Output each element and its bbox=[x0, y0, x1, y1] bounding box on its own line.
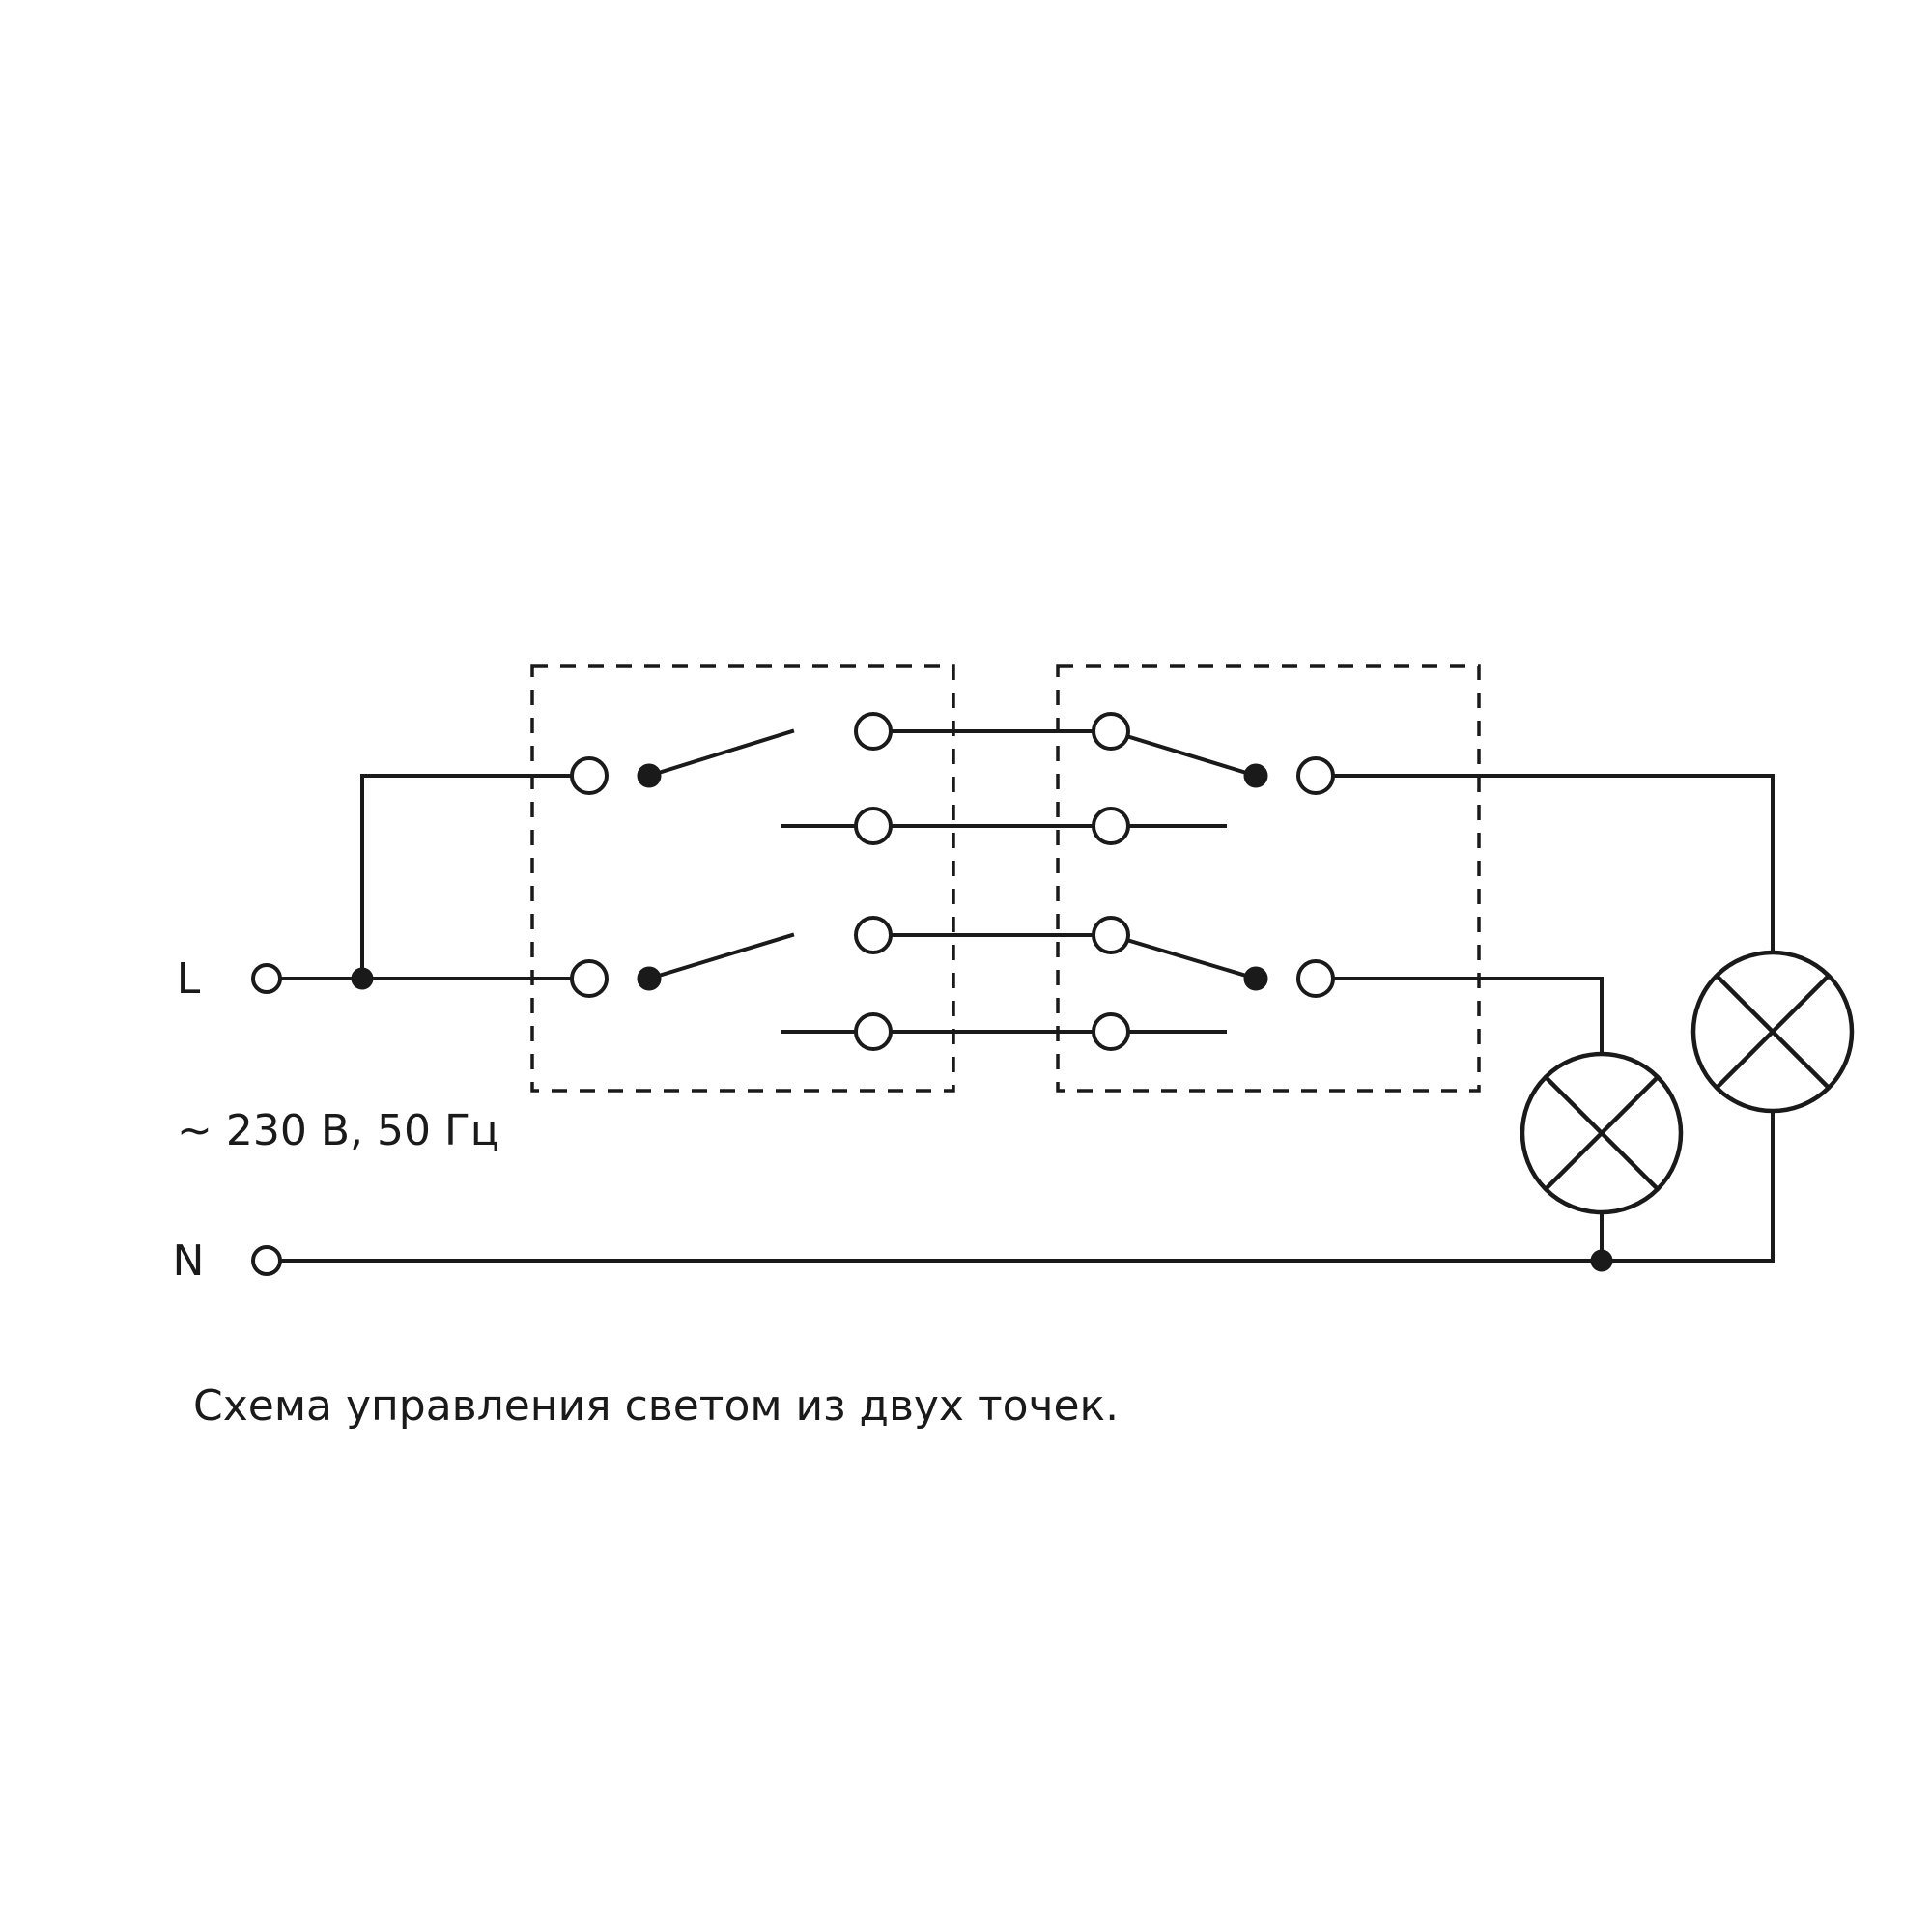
switch1-lower-input-terminal[interactable] bbox=[572, 961, 607, 996]
label-line-terminal: L bbox=[176, 954, 201, 1004]
wire-switch2-lower-blade bbox=[1111, 935, 1256, 979]
switch1-lower-traveler2-terminal[interactable] bbox=[856, 1014, 891, 1049]
switch2-lower-traveler-terminal[interactable] bbox=[1094, 918, 1128, 952]
terminal-dots bbox=[253, 714, 1611, 1274]
wire-switch2-upper-blade bbox=[1111, 731, 1256, 776]
switch2-upper-traveler2-terminal[interactable] bbox=[1094, 809, 1128, 843]
wire-switch1-lower-blade bbox=[649, 935, 792, 979]
switch2-lower-pivot bbox=[1245, 968, 1266, 989]
lamp-2[interactable] bbox=[1693, 952, 1852, 1111]
switch1-lower-traveler-terminal[interactable] bbox=[856, 918, 891, 952]
switch1-upper-pivot bbox=[639, 765, 660, 786]
switch2-lower-output-terminal[interactable] bbox=[1298, 961, 1333, 996]
switch1-upper-traveler2-terminal[interactable] bbox=[856, 809, 891, 843]
terminal-L[interactable] bbox=[253, 965, 280, 992]
switch1-upper-traveler-terminal[interactable] bbox=[856, 714, 891, 749]
switch1-lower-pivot bbox=[639, 968, 660, 989]
wire-switch1-upper-blade bbox=[649, 731, 792, 776]
lamp-1[interactable] bbox=[1522, 1054, 1681, 1212]
label-neutral-terminal: N bbox=[172, 1236, 205, 1286]
switch2-lower-traveler2-terminal[interactable] bbox=[1094, 1014, 1128, 1049]
switch2-upper-pivot bbox=[1245, 765, 1266, 786]
terminal-N[interactable] bbox=[253, 1247, 280, 1274]
switch2-upper-traveler-terminal[interactable] bbox=[1094, 714, 1128, 749]
label-supply-voltage: ~ 230 В, 50 Гц bbox=[177, 1106, 499, 1155]
switch1-upper-input-terminal[interactable] bbox=[572, 758, 607, 793]
switch2-upper-output-terminal[interactable] bbox=[1298, 758, 1333, 793]
junction-L-branch bbox=[353, 969, 372, 988]
junction-N-lamp1 bbox=[1592, 1251, 1611, 1270]
diagram-caption: Схема управления светом из двух точек. bbox=[193, 1381, 1120, 1431]
